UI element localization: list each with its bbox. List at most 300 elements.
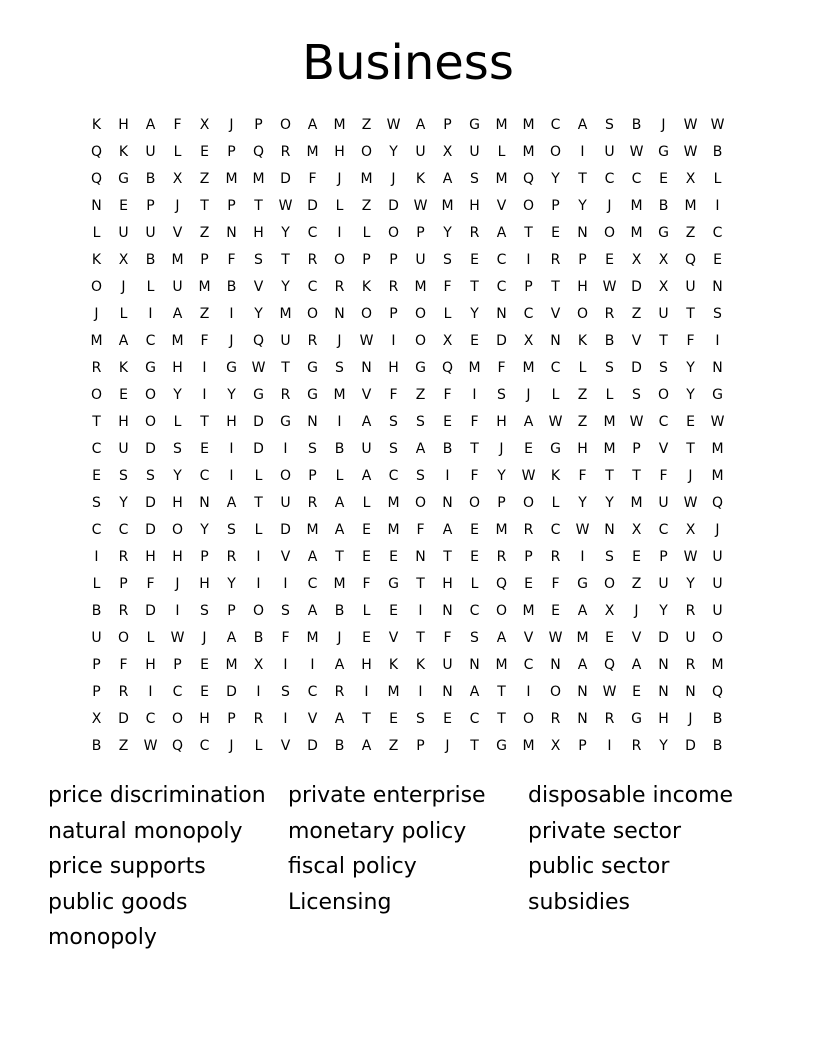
- grid-letter[interactable]: O: [144, 414, 157, 430]
- grid-letter[interactable]: H: [469, 198, 480, 214]
- grid-letter[interactable]: X: [91, 711, 102, 727]
- grid-letter[interactable]: D: [118, 711, 129, 727]
- grid-letter[interactable]: H: [658, 711, 669, 727]
- grid-letter[interactable]: F: [686, 333, 695, 349]
- grid-letter[interactable]: Q: [441, 360, 454, 376]
- grid-letter[interactable]: N: [442, 684, 453, 700]
- grid-letter[interactable]: Z: [685, 225, 696, 241]
- grid-letter[interactable]: I: [418, 684, 423, 700]
- grid-letter[interactable]: G: [280, 414, 291, 430]
- grid-letter[interactable]: M: [711, 468, 724, 484]
- grid-letter[interactable]: A: [523, 414, 534, 430]
- grid-letter[interactable]: I: [256, 576, 261, 592]
- grid-letter[interactable]: D: [280, 522, 291, 538]
- grid-letter[interactable]: S: [632, 387, 641, 403]
- grid-letter[interactable]: J: [229, 738, 234, 754]
- grid-letter[interactable]: H: [334, 144, 345, 160]
- grid-letter[interactable]: H: [388, 360, 399, 376]
- grid-letter[interactable]: T: [254, 495, 263, 511]
- grid-letter[interactable]: W: [683, 117, 698, 133]
- grid-letter[interactable]: E: [470, 522, 479, 538]
- grid-letter[interactable]: T: [281, 360, 290, 376]
- grid-letter[interactable]: C: [388, 468, 399, 484]
- grid-letter[interactable]: L: [362, 225, 371, 241]
- grid-letter[interactable]: E: [200, 144, 209, 160]
- grid-letter[interactable]: M: [522, 144, 535, 160]
- grid-letter[interactable]: Z: [361, 117, 372, 133]
- grid-letter[interactable]: J: [202, 630, 207, 646]
- grid-letter[interactable]: O: [414, 306, 427, 322]
- grid-letter[interactable]: O: [279, 117, 292, 133]
- grid-letter[interactable]: G: [658, 144, 669, 160]
- grid-letter[interactable]: M: [333, 387, 346, 403]
- grid-letter[interactable]: Y: [551, 171, 560, 187]
- grid-letter[interactable]: X: [523, 333, 534, 349]
- grid-letter[interactable]: R: [118, 684, 129, 700]
- grid-letter[interactable]: M: [522, 738, 535, 754]
- grid-letter[interactable]: D: [226, 684, 237, 700]
- grid-letter[interactable]: I: [148, 684, 153, 700]
- grid-letter[interactable]: E: [470, 549, 479, 565]
- grid-letter[interactable]: E: [632, 684, 641, 700]
- grid-letter[interactable]: U: [658, 495, 669, 511]
- grid-letter[interactable]: J: [445, 738, 450, 754]
- grid-letter[interactable]: K: [577, 333, 588, 349]
- grid-letter[interactable]: F: [362, 576, 371, 592]
- grid-letter[interactable]: C: [658, 414, 669, 430]
- grid-letter[interactable]: R: [550, 252, 561, 268]
- grid-letter[interactable]: F: [119, 657, 128, 673]
- grid-letter[interactable]: R: [91, 360, 102, 376]
- grid-letter[interactable]: G: [307, 387, 318, 403]
- grid-letter[interactable]: U: [145, 225, 156, 241]
- grid-letter[interactable]: L: [146, 630, 155, 646]
- grid-letter[interactable]: M: [630, 198, 643, 214]
- grid-letter[interactable]: C: [469, 603, 480, 619]
- grid-letter[interactable]: X: [172, 171, 183, 187]
- grid-letter[interactable]: J: [94, 306, 99, 322]
- grid-letter[interactable]: Y: [659, 738, 668, 754]
- grid-letter[interactable]: P: [416, 225, 425, 241]
- grid-letter[interactable]: I: [337, 414, 342, 430]
- grid-letter[interactable]: I: [202, 360, 207, 376]
- grid-letter[interactable]: R: [604, 306, 615, 322]
- grid-letter[interactable]: S: [605, 360, 614, 376]
- grid-letter[interactable]: G: [253, 387, 264, 403]
- grid-letter[interactable]: D: [685, 738, 696, 754]
- grid-letter[interactable]: P: [524, 279, 533, 295]
- grid-letter[interactable]: P: [443, 117, 452, 133]
- grid-letter[interactable]: N: [442, 495, 453, 511]
- grid-letter[interactable]: N: [199, 495, 210, 511]
- grid-letter[interactable]: Y: [119, 495, 128, 511]
- grid-letter[interactable]: M: [468, 360, 481, 376]
- grid-letter[interactable]: C: [172, 684, 183, 700]
- grid-letter[interactable]: Z: [631, 576, 642, 592]
- grid-letter[interactable]: Y: [227, 576, 236, 592]
- grid-letter[interactable]: A: [334, 657, 345, 673]
- grid-letter[interactable]: M: [711, 657, 724, 673]
- grid-letter[interactable]: I: [472, 387, 477, 403]
- grid-letter[interactable]: N: [307, 414, 318, 430]
- grid-letter[interactable]: L: [362, 495, 371, 511]
- grid-letter[interactable]: E: [443, 414, 452, 430]
- grid-letter[interactable]: S: [92, 495, 101, 511]
- grid-letter[interactable]: A: [334, 711, 345, 727]
- grid-letter[interactable]: J: [175, 198, 180, 214]
- grid-letter[interactable]: B: [334, 603, 345, 619]
- grid-letter[interactable]: Q: [522, 171, 535, 187]
- grid-letter[interactable]: P: [362, 252, 371, 268]
- grid-letter[interactable]: X: [118, 252, 129, 268]
- grid-letter[interactable]: W: [683, 144, 698, 160]
- grid-letter[interactable]: O: [711, 630, 724, 646]
- grid-letter[interactable]: N: [712, 360, 723, 376]
- grid-letter[interactable]: H: [577, 279, 588, 295]
- grid-letter[interactable]: N: [415, 549, 426, 565]
- grid-letter[interactable]: A: [334, 522, 345, 538]
- grid-letter[interactable]: T: [659, 333, 668, 349]
- grid-letter[interactable]: D: [631, 360, 642, 376]
- grid-letter[interactable]: F: [659, 468, 668, 484]
- grid-letter[interactable]: Y: [578, 198, 587, 214]
- grid-letter[interactable]: B: [712, 738, 723, 754]
- grid-letter[interactable]: R: [685, 657, 696, 673]
- grid-letter[interactable]: Z: [199, 225, 210, 241]
- grid-letter[interactable]: M: [306, 630, 319, 646]
- grid-letter[interactable]: Z: [199, 171, 210, 187]
- grid-letter[interactable]: G: [712, 387, 723, 403]
- grid-letter[interactable]: Z: [577, 414, 588, 430]
- grid-letter[interactable]: V: [253, 279, 264, 295]
- grid-letter[interactable]: I: [607, 738, 612, 754]
- grid-letter[interactable]: R: [388, 279, 399, 295]
- grid-letter[interactable]: V: [280, 738, 291, 754]
- grid-letter[interactable]: O: [144, 387, 157, 403]
- grid-letter[interactable]: I: [283, 711, 288, 727]
- grid-letter[interactable]: Y: [389, 144, 398, 160]
- grid-letter[interactable]: D: [145, 603, 156, 619]
- grid-letter[interactable]: I: [418, 603, 423, 619]
- grid-letter[interactable]: N: [442, 603, 453, 619]
- grid-letter[interactable]: S: [146, 468, 155, 484]
- grid-letter[interactable]: Y: [659, 603, 668, 619]
- grid-letter[interactable]: Y: [686, 360, 695, 376]
- grid-letter[interactable]: Z: [577, 387, 588, 403]
- grid-letter[interactable]: O: [360, 144, 373, 160]
- grid-letter[interactable]: G: [226, 360, 237, 376]
- grid-letter[interactable]: Y: [686, 576, 695, 592]
- grid-letter[interactable]: P: [578, 738, 587, 754]
- grid-letter[interactable]: H: [199, 576, 210, 592]
- grid-letter[interactable]: F: [470, 414, 479, 430]
- grid-letter[interactable]: M: [495, 171, 508, 187]
- grid-letter[interactable]: E: [200, 684, 209, 700]
- grid-letter[interactable]: R: [604, 711, 615, 727]
- grid-letter[interactable]: Y: [173, 387, 182, 403]
- grid-letter[interactable]: A: [361, 414, 372, 430]
- grid-letter[interactable]: B: [442, 441, 453, 457]
- grid-letter[interactable]: U: [172, 279, 183, 295]
- grid-letter[interactable]: D: [307, 198, 318, 214]
- grid-letter[interactable]: A: [496, 630, 507, 646]
- grid-letter[interactable]: D: [307, 738, 318, 754]
- grid-letter[interactable]: A: [415, 117, 426, 133]
- grid-letter[interactable]: C: [550, 117, 561, 133]
- grid-letter[interactable]: C: [145, 333, 156, 349]
- grid-letter[interactable]: W: [170, 630, 185, 646]
- grid-letter[interactable]: Q: [252, 333, 265, 349]
- grid-letter[interactable]: C: [307, 225, 318, 241]
- grid-letter[interactable]: L: [443, 306, 452, 322]
- grid-letter[interactable]: T: [497, 684, 506, 700]
- grid-letter[interactable]: B: [658, 198, 669, 214]
- grid-letter[interactable]: O: [387, 225, 400, 241]
- grid-letter[interactable]: V: [172, 225, 183, 241]
- grid-letter[interactable]: W: [710, 414, 725, 430]
- grid-letter[interactable]: Y: [254, 306, 263, 322]
- grid-letter[interactable]: O: [333, 252, 346, 268]
- grid-letter[interactable]: R: [118, 603, 129, 619]
- grid-letter[interactable]: M: [225, 171, 238, 187]
- grid-letter[interactable]: M: [495, 117, 508, 133]
- grid-letter[interactable]: E: [470, 333, 479, 349]
- grid-letter[interactable]: L: [254, 738, 263, 754]
- grid-letter[interactable]: F: [497, 360, 506, 376]
- grid-letter[interactable]: W: [575, 522, 590, 538]
- grid-letter[interactable]: K: [415, 171, 426, 187]
- grid-letter[interactable]: H: [199, 711, 210, 727]
- grid-letter[interactable]: E: [119, 198, 128, 214]
- grid-letter[interactable]: P: [200, 252, 209, 268]
- grid-letter[interactable]: U: [685, 279, 696, 295]
- grid-letter[interactable]: G: [145, 360, 156, 376]
- grid-letter[interactable]: F: [551, 576, 560, 592]
- grid-letter[interactable]: I: [202, 387, 207, 403]
- grid-letter[interactable]: L: [605, 387, 614, 403]
- grid-letter[interactable]: A: [334, 495, 345, 511]
- grid-letter[interactable]: P: [578, 252, 587, 268]
- grid-letter[interactable]: P: [659, 549, 668, 565]
- grid-letter[interactable]: H: [172, 549, 183, 565]
- grid-letter[interactable]: H: [253, 225, 264, 241]
- grid-letter[interactable]: I: [391, 333, 396, 349]
- grid-letter[interactable]: U: [280, 495, 291, 511]
- grid-letter[interactable]: T: [443, 549, 452, 565]
- grid-letter[interactable]: J: [337, 333, 342, 349]
- grid-letter[interactable]: R: [307, 252, 318, 268]
- grid-letter[interactable]: N: [550, 657, 561, 673]
- grid-letter[interactable]: M: [387, 522, 400, 538]
- grid-letter[interactable]: X: [442, 333, 453, 349]
- grid-letter[interactable]: S: [200, 603, 209, 619]
- grid-letter[interactable]: S: [470, 171, 479, 187]
- grid-letter[interactable]: X: [253, 657, 264, 673]
- grid-letter[interactable]: Y: [470, 306, 479, 322]
- grid-letter[interactable]: M: [279, 306, 292, 322]
- grid-letter[interactable]: P: [92, 657, 101, 673]
- grid-letter[interactable]: Q: [90, 144, 103, 160]
- grid-letter[interactable]: G: [388, 576, 399, 592]
- grid-letter[interactable]: E: [200, 657, 209, 673]
- grid-letter[interactable]: Z: [415, 387, 426, 403]
- grid-letter[interactable]: F: [173, 117, 182, 133]
- grid-letter[interactable]: C: [523, 657, 534, 673]
- grid-letter[interactable]: N: [577, 711, 588, 727]
- grid-letter[interactable]: C: [658, 522, 669, 538]
- grid-letter[interactable]: R: [469, 225, 480, 241]
- grid-letter[interactable]: U: [280, 333, 291, 349]
- grid-letter[interactable]: H: [118, 117, 129, 133]
- grid-letter[interactable]: E: [659, 171, 668, 187]
- grid-letter[interactable]: I: [229, 306, 234, 322]
- grid-letter[interactable]: O: [171, 522, 184, 538]
- grid-letter[interactable]: N: [658, 657, 669, 673]
- grid-letter[interactable]: W: [548, 414, 563, 430]
- grid-letter[interactable]: J: [229, 333, 234, 349]
- grid-letter[interactable]: O: [279, 468, 292, 484]
- grid-letter[interactable]: O: [252, 603, 265, 619]
- grid-letter[interactable]: X: [199, 117, 210, 133]
- grid-letter[interactable]: L: [173, 144, 182, 160]
- grid-letter[interactable]: L: [119, 306, 128, 322]
- grid-letter[interactable]: Q: [684, 252, 697, 268]
- grid-letter[interactable]: N: [226, 225, 237, 241]
- grid-letter[interactable]: C: [307, 279, 318, 295]
- grid-letter[interactable]: T: [686, 441, 695, 457]
- grid-letter[interactable]: L: [254, 522, 263, 538]
- grid-letter[interactable]: I: [715, 333, 720, 349]
- grid-letter[interactable]: A: [631, 657, 642, 673]
- grid-letter[interactable]: A: [577, 657, 588, 673]
- grid-letter[interactable]: F: [389, 387, 398, 403]
- grid-letter[interactable]: M: [171, 333, 184, 349]
- grid-letter[interactable]: M: [198, 279, 211, 295]
- grid-letter[interactable]: S: [281, 684, 290, 700]
- grid-letter[interactable]: B: [226, 279, 237, 295]
- grid-letter[interactable]: P: [227, 144, 236, 160]
- grid-letter[interactable]: W: [683, 495, 698, 511]
- grid-letter[interactable]: M: [387, 495, 400, 511]
- grid-letter[interactable]: N: [658, 684, 669, 700]
- grid-letter[interactable]: R: [226, 549, 237, 565]
- grid-letter[interactable]: V: [631, 333, 642, 349]
- grid-letter[interactable]: D: [388, 198, 399, 214]
- grid-letter[interactable]: A: [307, 117, 318, 133]
- grid-letter[interactable]: M: [333, 117, 346, 133]
- grid-letter[interactable]: J: [121, 279, 126, 295]
- grid-letter[interactable]: E: [92, 468, 101, 484]
- grid-letter[interactable]: L: [713, 171, 722, 187]
- grid-letter[interactable]: E: [605, 630, 614, 646]
- grid-letter[interactable]: I: [526, 252, 531, 268]
- grid-letter[interactable]: O: [549, 144, 562, 160]
- grid-letter[interactable]: D: [631, 279, 642, 295]
- grid-letter[interactable]: T: [605, 468, 614, 484]
- grid-letter[interactable]: T: [497, 711, 506, 727]
- grid-letter[interactable]: W: [278, 198, 293, 214]
- grid-letter[interactable]: W: [683, 549, 698, 565]
- grid-letter[interactable]: E: [389, 549, 398, 565]
- grid-letter[interactable]: T: [578, 171, 587, 187]
- grid-letter[interactable]: K: [118, 144, 129, 160]
- grid-letter[interactable]: B: [631, 117, 642, 133]
- grid-letter[interactable]: J: [688, 468, 693, 484]
- grid-letter[interactable]: J: [229, 117, 234, 133]
- grid-letter[interactable]: F: [308, 171, 317, 187]
- grid-letter[interactable]: A: [577, 117, 588, 133]
- grid-letter[interactable]: G: [469, 117, 480, 133]
- grid-letter[interactable]: C: [712, 225, 723, 241]
- grid-letter[interactable]: A: [469, 684, 480, 700]
- grid-letter[interactable]: A: [577, 603, 588, 619]
- grid-letter[interactable]: L: [362, 603, 371, 619]
- grid-letter[interactable]: M: [441, 198, 454, 214]
- grid-letter[interactable]: D: [280, 171, 291, 187]
- grid-letter[interactable]: R: [523, 522, 534, 538]
- grid-letter[interactable]: D: [145, 495, 156, 511]
- grid-letter[interactable]: K: [388, 657, 399, 673]
- grid-letter[interactable]: Y: [686, 387, 695, 403]
- grid-letter[interactable]: S: [119, 468, 128, 484]
- grid-letter[interactable]: U: [685, 630, 696, 646]
- grid-letter[interactable]: W: [359, 333, 374, 349]
- grid-letter[interactable]: H: [172, 495, 183, 511]
- grid-letter[interactable]: A: [442, 522, 453, 538]
- grid-letter[interactable]: O: [549, 684, 562, 700]
- grid-letter[interactable]: I: [175, 603, 180, 619]
- grid-letter[interactable]: P: [227, 603, 236, 619]
- grid-letter[interactable]: M: [171, 252, 184, 268]
- grid-letter[interactable]: W: [143, 738, 158, 754]
- grid-letter[interactable]: I: [337, 225, 342, 241]
- grid-letter[interactable]: O: [522, 495, 535, 511]
- grid-letter[interactable]: N: [334, 306, 345, 322]
- grid-letter[interactable]: P: [389, 252, 398, 268]
- grid-letter[interactable]: M: [684, 198, 697, 214]
- grid-letter[interactable]: H: [226, 414, 237, 430]
- grid-letter[interactable]: U: [712, 576, 723, 592]
- grid-letter[interactable]: E: [551, 225, 560, 241]
- grid-letter[interactable]: V: [631, 630, 642, 646]
- grid-letter[interactable]: J: [661, 117, 666, 133]
- grid-letter[interactable]: F: [578, 468, 587, 484]
- grid-letter[interactable]: Z: [388, 738, 399, 754]
- grid-letter[interactable]: J: [688, 711, 693, 727]
- grid-letter[interactable]: Y: [578, 495, 587, 511]
- grid-letter[interactable]: E: [524, 576, 533, 592]
- grid-letter[interactable]: I: [526, 684, 531, 700]
- grid-letter[interactable]: B: [91, 738, 102, 754]
- grid-letter[interactable]: B: [145, 252, 156, 268]
- grid-letter[interactable]: M: [630, 225, 643, 241]
- grid-letter[interactable]: D: [496, 333, 507, 349]
- grid-letter[interactable]: F: [443, 387, 452, 403]
- grid-letter[interactable]: H: [361, 657, 372, 673]
- grid-letter[interactable]: M: [711, 441, 724, 457]
- grid-letter[interactable]: C: [307, 684, 318, 700]
- grid-letter[interactable]: L: [470, 576, 479, 592]
- grid-letter[interactable]: O: [657, 387, 670, 403]
- grid-letter[interactable]: W: [629, 144, 644, 160]
- grid-letter[interactable]: Y: [281, 279, 290, 295]
- grid-letter[interactable]: C: [91, 441, 102, 457]
- grid-letter[interactable]: M: [306, 144, 319, 160]
- grid-letter[interactable]: B: [604, 333, 615, 349]
- grid-letter[interactable]: K: [550, 468, 561, 484]
- grid-letter[interactable]: D: [145, 441, 156, 457]
- grid-letter[interactable]: K: [91, 117, 102, 133]
